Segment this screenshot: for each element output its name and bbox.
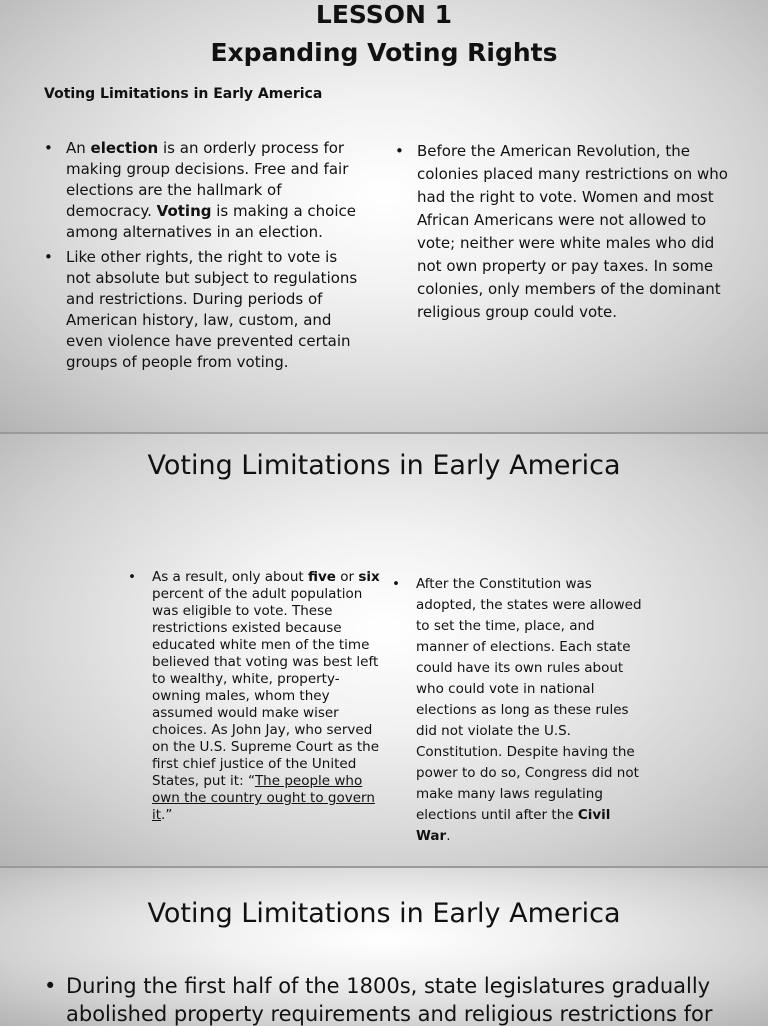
bullet-1800s-reforms: • During the first half of the 1800s, state legislatures gradually abolished property requirements and religious restrictions for: [44, 972, 744, 1026]
left-bullet-list: [128, 569, 380, 824]
left-bullet-list: [44, 138, 364, 373]
term-voting: Voting: [156, 202, 212, 220]
bullet-election-definition: • An election is an orderly process for making group decisions. Free and fair elections are the hallmark of democracy. Voting is making a choice among alternatives in an election.: [44, 138, 364, 243]
slide-title: Voting Limitations in Early America: [147, 898, 621, 929]
slide-lesson-1: [0, 0, 768, 432]
right-bullet-list: [392, 574, 642, 847]
right-bullet-list: [395, 140, 730, 324]
bullet-right-to-vote: • Like other rights, the right to vote is not absolute but subject to regulations and restrictions. During periods of American history, law, custom, and even violence have prevented certain groups of people from voting.: [44, 247, 364, 373]
term-election: election: [90, 139, 159, 157]
slide-title: Voting Limitations in Early America: [147, 450, 621, 481]
bullet-constitution-elections: • After the Constitution was adopted, the states were allowed to set the time, place, and manner of elections. Each state could have its own rules about who could vote in national elections as long as these rules did not violate the U.S. Constitution. Despite having the power to do so, Congress did not make many laws regulating elections until after the Civil War.: [392, 574, 642, 847]
term-civil-war: Civil War: [416, 807, 611, 844]
bullet-colonial-restrictions: • Before the American Revolution, the colonies placed many restrictions on who had the right to vote. Women and most African Americans were not allowed to vote; neither were white males who did not own property or pay taxes. In some colonies, only members of the dominant religious group could vote.: [395, 140, 730, 324]
john-jay-quote: The people who own the country ought to govern it: [152, 773, 375, 823]
slide-voting-limitations-2: [0, 432, 768, 866]
term-six: six: [358, 569, 380, 585]
slide-voting-limitations-3: [0, 866, 768, 1026]
section-subheading: Voting Limitations in Early America: [44, 86, 323, 102]
bullet-list: [44, 972, 744, 1026]
bullet-eligible-percentage: • As a result, only about five or six percent of the adult population was eligible to vote. These restrictions existed because educated white men of the time believed that voting was best left to wealthy, white, property-owning males, whom they assumed would make wiser choices. As John Jay, who served on the U.S. Supreme Court as the first chief justice of the United States, put it: “The people who own the country ought to govern it.”: [128, 569, 380, 824]
lesson-title: Expanding Voting Rights: [210, 38, 558, 67]
lesson-label: LESSON 1: [315, 0, 453, 29]
term-five: five: [308, 569, 336, 585]
